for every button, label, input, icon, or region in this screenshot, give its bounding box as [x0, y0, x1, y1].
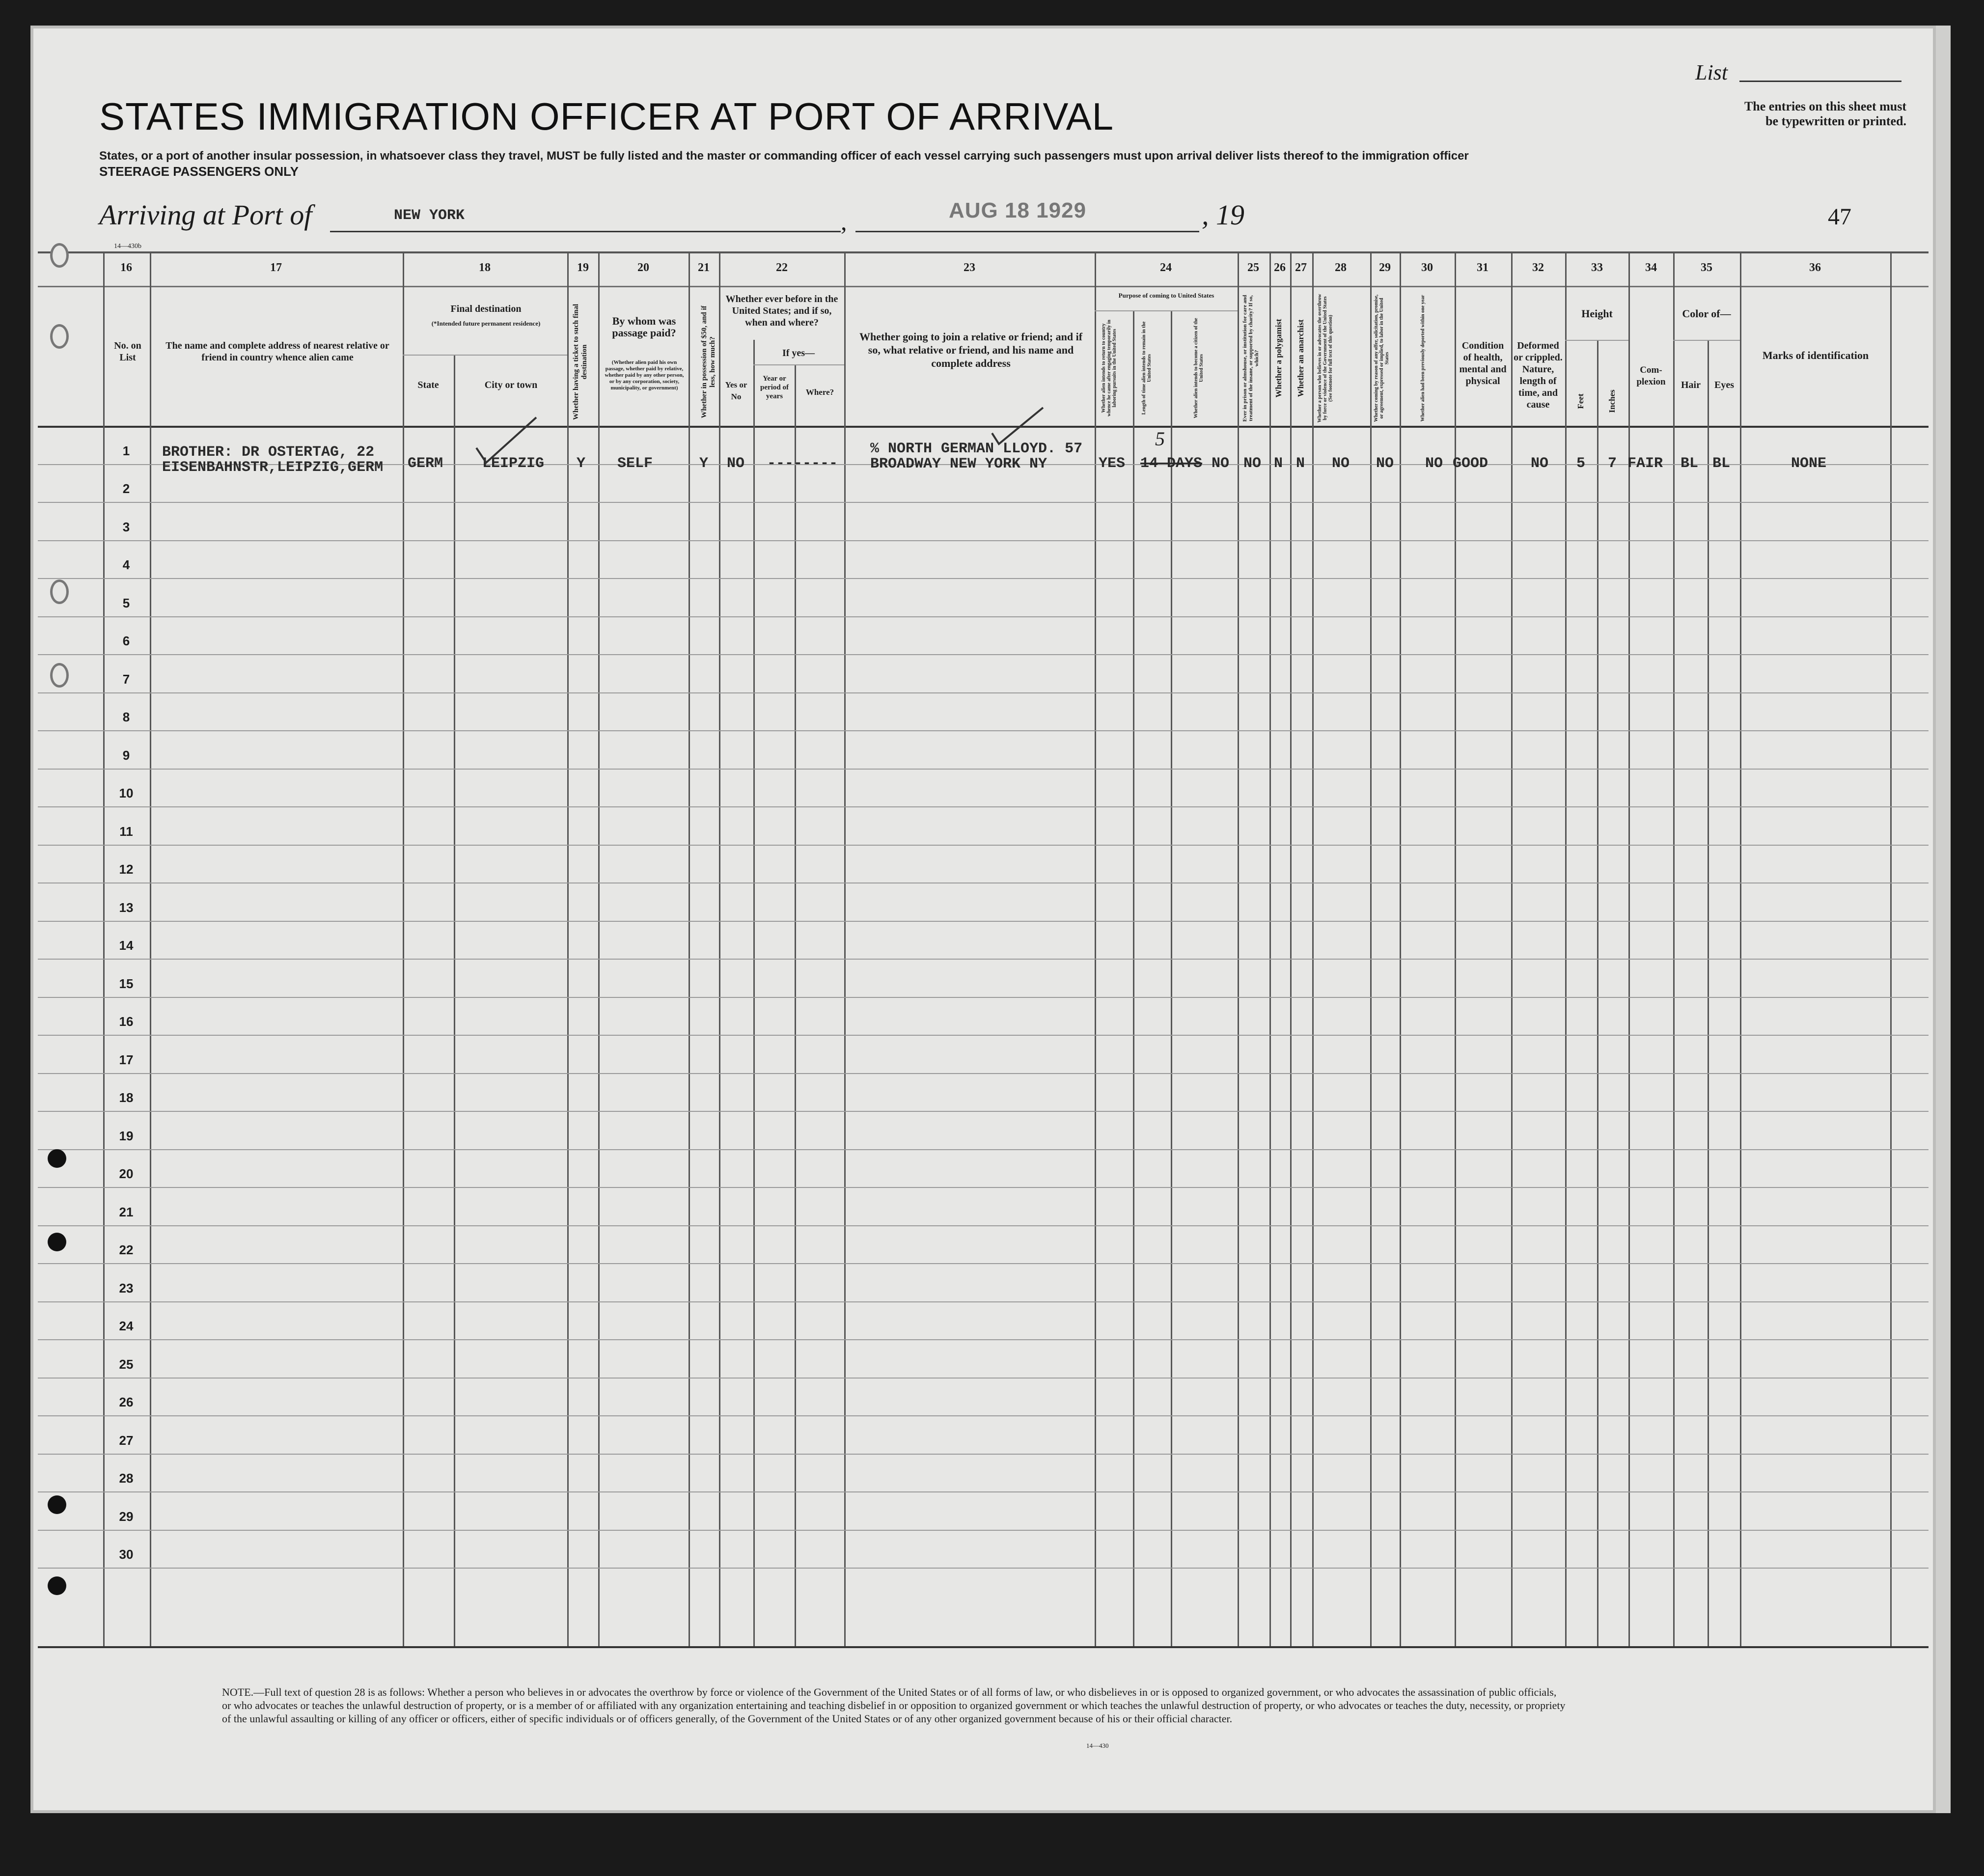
subtitle: States, or a port of another insular possession, in whatsoever class they travel, MUST be fully listed and the master or commanding officer of each vessel carrying such passengers must upon arrival deliver lists thereof to the immigration officer	[99, 149, 1469, 163]
row1-feet: 5	[1576, 455, 1586, 472]
row1-inches: 7	[1608, 455, 1617, 472]
hdr-color-of: Color of—	[1682, 307, 1731, 320]
row1-marks: NONE	[1791, 455, 1827, 472]
year-prefix-text: 19	[1216, 199, 1244, 231]
punch-hole	[48, 1576, 66, 1595]
col-line	[844, 251, 846, 1646]
row1-deformed: NO	[1531, 455, 1549, 472]
entries-note-line2: be typewritten or printed.	[1765, 114, 1906, 128]
steerage-label: STEERAGE PASSENGERS ONLY	[99, 164, 299, 179]
hdr-marks: Marks of identification	[1762, 349, 1869, 361]
col-line	[1269, 251, 1271, 1646]
row-rule	[38, 616, 1929, 617]
hdr-polygamist: Whether a polygamist	[1274, 319, 1283, 398]
punch-hole	[48, 1149, 66, 1168]
row-number: 5	[122, 595, 130, 610]
col-line	[1565, 251, 1567, 1646]
row-number: 20	[119, 1166, 134, 1181]
subhdr-rule	[1095, 310, 1238, 311]
page-title: STATES IMMIGRATION OFFICER AT PORT OF ARRIVAL	[99, 95, 1114, 138]
hdr-nearest-relative: The name and complete address of nearest relative or friend in country whence alien came	[165, 340, 389, 363]
row-number: 22	[119, 1242, 134, 1257]
col-line	[1400, 251, 1401, 1646]
row-number: 26	[119, 1395, 134, 1409]
row-rule	[38, 1149, 1929, 1150]
row-rule	[38, 806, 1929, 807]
hdr-where: Where?	[805, 387, 834, 397]
row1-anarchist: N	[1296, 455, 1305, 472]
hdr-health: Condition of health, mental and physical	[1459, 340, 1507, 386]
col-line	[1095, 251, 1096, 1646]
row-rule	[38, 1491, 1929, 1492]
row-number: 8	[122, 710, 130, 724]
row-rule	[38, 921, 1929, 922]
hdr-passage-paid: By whom was passage paid?	[612, 315, 676, 339]
hdr-final-destination: Final destination	[450, 303, 522, 314]
row-number: 19	[119, 1128, 134, 1143]
row1-prison: NO	[1243, 455, 1262, 472]
col-num-34: 34	[1645, 261, 1657, 274]
row-rule	[38, 1301, 1929, 1302]
row-number: 13	[119, 900, 134, 915]
hdr-purpose-return: Whether alien intends to return to country whence he came after engaging temporarily in laboring pursuits in the United States	[1101, 320, 1117, 416]
col-num-25: 25	[1247, 261, 1259, 274]
port-value: NEW YORK	[394, 207, 465, 224]
row-rule	[38, 1339, 1929, 1340]
row-number: 4	[122, 557, 130, 572]
row-number: 1	[122, 443, 130, 458]
col-num-17: 17	[270, 261, 282, 274]
punch-hole	[48, 1495, 66, 1514]
col-num-22: 22	[776, 261, 788, 274]
row-number: 28	[119, 1471, 134, 1486]
table-bottom-rule	[38, 1646, 1929, 1648]
col-num-31: 31	[1477, 261, 1488, 274]
date-line	[855, 231, 1199, 232]
row1-passage: SELF	[617, 455, 653, 472]
hdr-height: Height	[1581, 307, 1613, 320]
subhdr-rule	[403, 355, 567, 356]
row-number: 29	[119, 1509, 134, 1524]
col-line	[567, 251, 569, 1646]
hdr-q28: Whether a person who believes in or advocates the overthrow by force or violence of the Government of the United States (See footnote for full text of this question)	[1317, 294, 1333, 423]
row1-ticket: Y	[577, 455, 586, 472]
list-label: List	[1695, 60, 1728, 84]
binder-ring	[50, 663, 69, 688]
entries-note	[1651, 99, 1906, 129]
col-num-23: 23	[964, 261, 975, 274]
row-rule	[38, 1263, 1929, 1264]
col-line	[689, 251, 690, 1646]
row1-eyes: BL	[1712, 455, 1731, 472]
row-rule	[38, 1568, 1929, 1569]
row-number: 27	[119, 1433, 134, 1448]
row-rule	[38, 654, 1929, 655]
row1-year-period: --------	[767, 455, 838, 472]
hdr-complexion: Com- plexion	[1636, 365, 1666, 387]
row-number: 2	[122, 481, 130, 496]
col-line	[753, 340, 755, 1646]
col-line	[1740, 251, 1741, 1646]
col-line	[1597, 340, 1598, 1646]
year-prefix: , 19	[1202, 199, 1244, 231]
row-rule	[38, 1530, 1929, 1531]
row-number: 7	[122, 671, 130, 687]
comma-1: ,	[841, 208, 847, 235]
row-rule	[38, 1111, 1929, 1112]
hdr-yes-no: Yes or No	[725, 380, 747, 401]
col-num-20: 20	[637, 261, 649, 274]
col-num-24: 24	[1160, 261, 1172, 274]
row1-q29: NO	[1376, 455, 1394, 472]
port-line	[330, 231, 841, 232]
row1-hair: BL	[1681, 455, 1699, 472]
hdr-ever-before: Whether ever before in the United States; and if so, when and where?	[725, 294, 838, 328]
row-rule	[38, 1187, 1929, 1188]
col-num-16: 16	[120, 261, 132, 274]
col-num-29: 29	[1379, 261, 1391, 274]
col-num-35: 35	[1701, 261, 1712, 274]
row-rule	[38, 578, 1929, 579]
row1-return: YES	[1099, 455, 1126, 472]
row1-relative-line2: EISENBAHNSTR,LEIPZIG,GERM	[162, 459, 384, 476]
row1-possession: Y	[699, 455, 709, 472]
col-line	[1238, 251, 1239, 1646]
hdr-city: City or town	[484, 380, 538, 390]
row-number: 24	[119, 1319, 134, 1333]
subhdr-rule	[753, 364, 844, 365]
footnote: NOTE.—Full text of question 28 is as follows: Whether a person who believes in or advocates the overthrow by force or violence of the Government of the United States or of all forms of law, or who disbelieves in or is opposed to organized government, or who advocates the assassination of public officials, or who advocates or teaches the unlawful destruction of property, or is a member of or affiliated with any organization entertaining and teaching disbelief in or opposition to organized government or which teaches the unlawful destruction of property, or who advocates or teaches the duty, necessity, or propriety of the unlawful assaulting or killing of any officer or officers, either of specific individuals or of officers generally, of the Government of the United States or of any other organized government because of his or their official character.	[222, 1686, 1566, 1725]
col-num-36: 36	[1809, 261, 1821, 274]
row-number: 25	[119, 1356, 134, 1372]
subhdr-rule	[1565, 340, 1628, 341]
arriving-label: Arriving at Port of	[99, 199, 312, 231]
col-num-32: 32	[1532, 261, 1544, 274]
hdr-passage-note: (Whether alien paid his own passage, whether paid by relative, whether paid by any other person, or by any corporation, society, municipality, or government)	[605, 359, 684, 391]
row-rule	[38, 1225, 1929, 1226]
row1-ever-before: NO	[727, 455, 745, 472]
col-line	[1133, 310, 1134, 1646]
row-rule	[38, 692, 1929, 693]
subhdr-rule	[1673, 340, 1740, 341]
col-line	[403, 251, 404, 1646]
row-rule	[38, 959, 1929, 960]
hdr-if-yes: If yes—	[782, 348, 815, 359]
header-bottom-rule	[38, 426, 1929, 428]
colnum-rule	[38, 286, 1929, 287]
hdr-deformed: Deformed or crippled. Nature, length of time, and cause	[1514, 340, 1563, 410]
hdr-year-period: Year or period of years	[760, 375, 789, 400]
row-number: 21	[119, 1204, 134, 1219]
hdr-anarchist: Whether an anarchist	[1296, 319, 1305, 397]
list-underline	[1739, 81, 1901, 82]
col-num-33: 33	[1591, 261, 1603, 274]
row-rule	[38, 1454, 1929, 1455]
hdr-q30: Whether alien had been previously deported within one year	[1420, 295, 1426, 422]
row-number: 17	[119, 1052, 134, 1067]
hdr-final-destination-note: (*Intended future permanent residence)	[431, 320, 541, 327]
hdr-no-on-list: No. on List	[114, 340, 141, 363]
col-line	[719, 251, 720, 1646]
row1-city: LEIPZIG	[482, 455, 545, 472]
entries-note-line1: The entries on this sheet must	[1744, 99, 1906, 113]
row1-length: 14 DAYS	[1140, 455, 1203, 472]
col-line	[1511, 251, 1513, 1646]
row-rule	[38, 1415, 1929, 1416]
row1-length-correction: 5	[1155, 428, 1165, 450]
row-number: 12	[119, 862, 134, 877]
col-line	[1890, 251, 1892, 1646]
col-line	[150, 251, 151, 1646]
row-number: 18	[119, 1090, 134, 1105]
binder-ring	[50, 579, 69, 604]
col-line	[454, 355, 455, 1646]
date-stamp: AUG 18 1929	[949, 198, 1087, 222]
col-line	[1171, 310, 1172, 1646]
col-num-30: 30	[1421, 261, 1433, 274]
hdr-join-relative: Whether going to join a relative or friend; and if so, what relative or friend, and his name and complete address	[859, 331, 1083, 369]
row1-relative-line1: BROTHER: DR OSTERTAG, 22	[162, 444, 375, 461]
page-number: 47	[1828, 204, 1851, 230]
row1-q30: NO	[1425, 455, 1443, 472]
col-line	[1312, 251, 1314, 1646]
row-rule	[38, 502, 1929, 503]
col-line	[1290, 251, 1292, 1646]
row-rule	[38, 769, 1929, 770]
footer-code: 14—430	[1086, 1742, 1109, 1749]
row-number: 23	[119, 1280, 134, 1296]
hdr-prison: Ever in prison or almshouse, or institution for care and treatment of the insane, or supported by charity? If so, which?	[1242, 295, 1260, 422]
row-rule	[38, 997, 1929, 998]
manifest-sheet	[30, 26, 1951, 1813]
col-line	[1673, 251, 1675, 1646]
row-rule	[38, 1035, 1929, 1036]
hdr-purpose-length: Length of time alien intends to remain in the United States	[1141, 321, 1152, 415]
punch-hole	[48, 1233, 66, 1251]
form-code: 14—430b	[114, 243, 141, 250]
hdr-purpose-citizen: Whether alien intends to become a citizen of the United States	[1193, 318, 1204, 418]
hdr-state: State	[417, 380, 439, 390]
row-rule	[38, 845, 1929, 846]
col-num-26: 26	[1274, 261, 1286, 274]
row-number: 9	[122, 747, 130, 763]
col-line	[1708, 340, 1709, 1646]
hdr-feet: Feet	[1576, 393, 1585, 409]
row1-polygamist: N	[1274, 455, 1283, 472]
hdr-inches: Inches	[1607, 389, 1617, 413]
row-rule	[38, 1073, 1929, 1074]
row1-citizen: NO	[1212, 455, 1230, 472]
row-rule	[38, 1378, 1929, 1379]
row-number: 3	[122, 519, 130, 534]
col-num-18: 18	[479, 261, 491, 274]
col-line	[1370, 251, 1372, 1646]
col-num-28: 28	[1335, 261, 1347, 274]
hdr-ticket: Whether having a ticket to such final destination	[572, 303, 588, 420]
binder-ring	[50, 243, 69, 268]
row-rule	[38, 730, 1929, 731]
col-num-19: 19	[577, 261, 589, 274]
table-top-rule	[38, 251, 1929, 253]
row-number: 6	[122, 634, 130, 648]
hdr-purpose: Purpose of coming to United States	[1118, 292, 1214, 299]
row1-q28: NO	[1332, 455, 1350, 472]
row-number: 30	[119, 1547, 134, 1562]
row-rule	[38, 540, 1929, 541]
hdr-eyes: Eyes	[1714, 380, 1734, 390]
row1-join-line2: BROADWAY NEW YORK NY	[870, 456, 1047, 472]
row1-state: GERM	[408, 455, 443, 472]
row-number: 11	[119, 824, 133, 839]
col-num-21: 21	[698, 261, 710, 274]
checkmark-icon	[988, 404, 1047, 448]
checkmark-icon	[472, 414, 541, 468]
col-line	[598, 251, 600, 1646]
col-num-27: 27	[1295, 261, 1307, 274]
binder-ring	[50, 324, 69, 349]
row1-join-line1: % NORTH GERMAN LLOYD. 57	[870, 441, 1083, 457]
row-number: 10	[119, 786, 134, 800]
hdr-hair: Hair	[1681, 380, 1701, 390]
row-number: 15	[119, 976, 134, 991]
hdr-possession-50: Whether in possession of $50, and if less, how much?	[700, 305, 716, 418]
hdr-q29: Whether coming by reason of any offer, solicitation, promise, or agreement, expressed or implied, to labor in the United States	[1374, 294, 1390, 422]
row-number: 16	[119, 1014, 134, 1029]
row1-complexion: FAIR	[1627, 455, 1663, 472]
row-number: 14	[119, 938, 134, 953]
row1-health: GOOD	[1453, 455, 1488, 472]
